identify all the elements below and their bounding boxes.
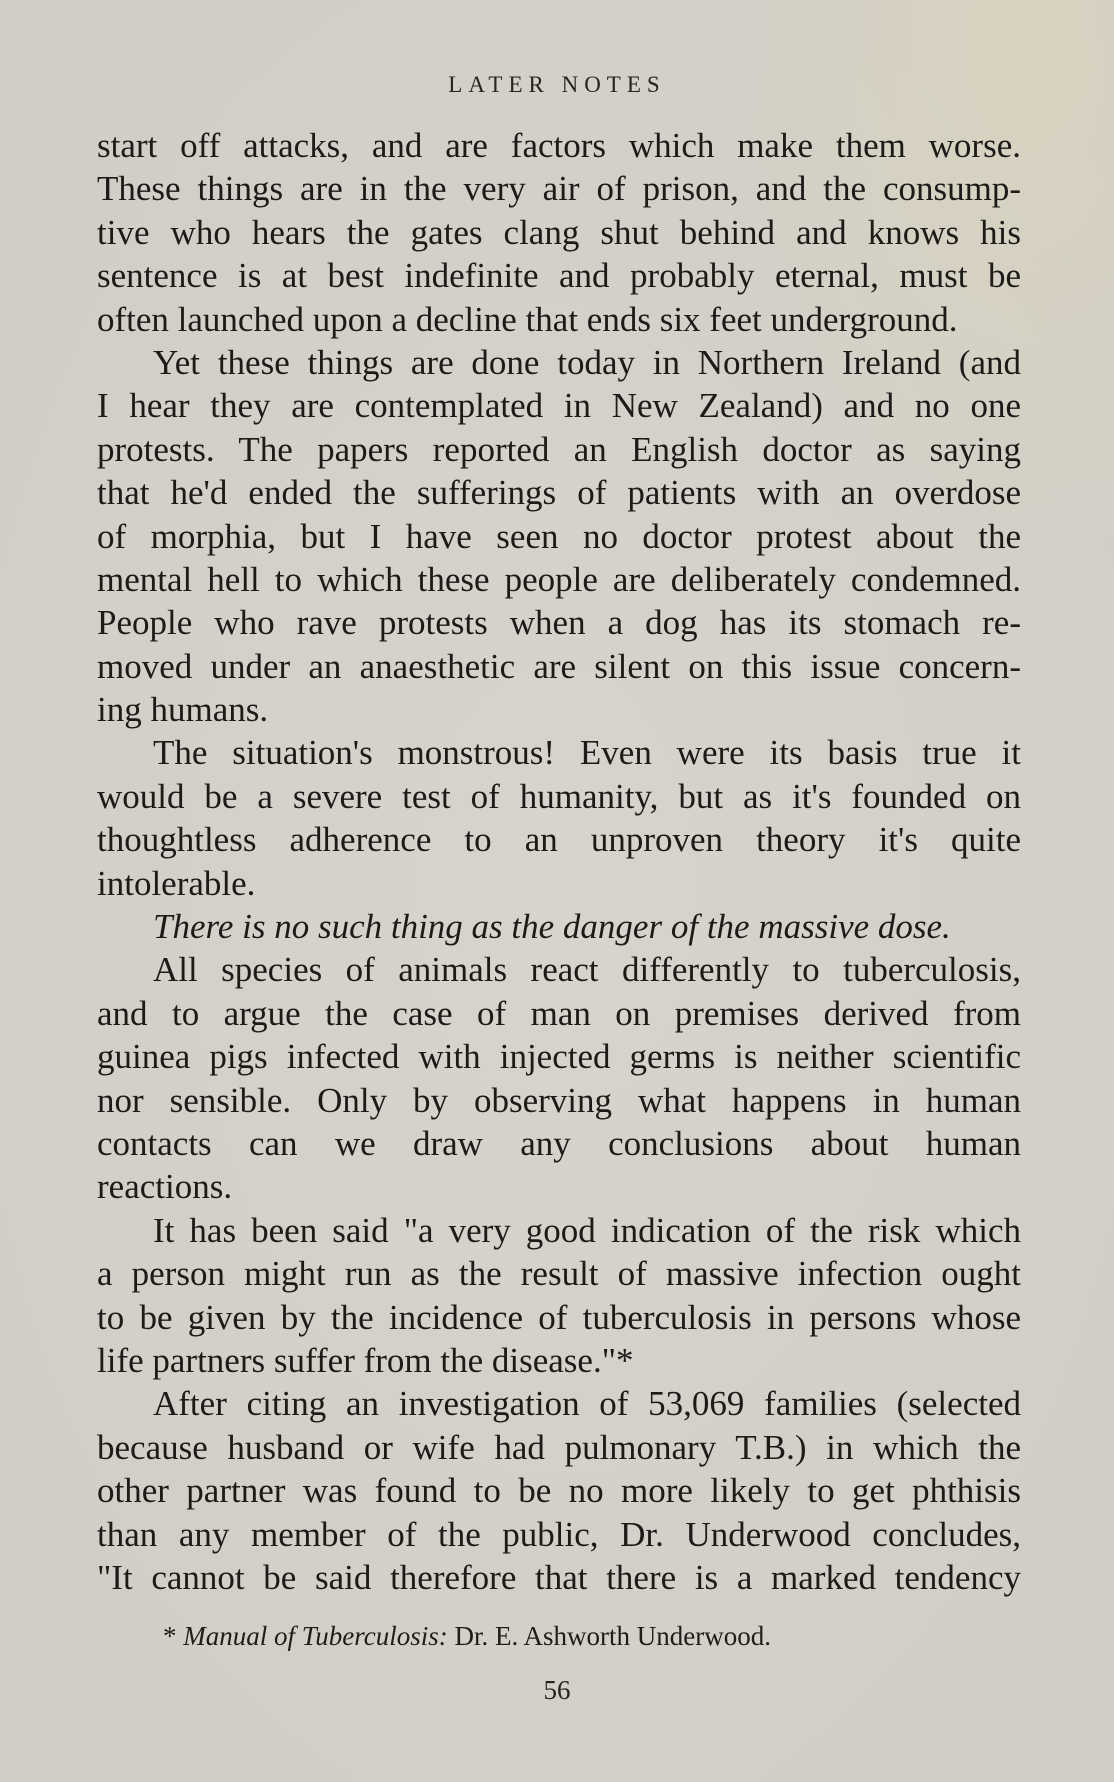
page-number: 56 <box>543 1675 571 1705</box>
footnote <box>163 1621 771 1652</box>
text-line: reactions. <box>97 1167 233 1207</box>
footnote-title: Manual of Tuberculosis: <box>183 1621 448 1651</box>
text-line: contacts can we draw any conclusions about human <box>97 1123 1021 1163</box>
text-line: All species of animals react differently to tuberculosis, <box>153 950 1021 990</box>
text-line: life partners suffer from the disease."* <box>97 1340 634 1380</box>
text-line: of morphia, but I have seen no doctor protest about the <box>97 516 1021 556</box>
text-line: The situation's monstrous! Even were its basis true it <box>153 733 1021 773</box>
text-line: People who rave protests when a dog has its stomach re- <box>97 603 1021 643</box>
text-line: nor sensible. Only by observing what happens in human <box>97 1080 1021 1120</box>
text-line: start off attacks, and are factors which make them worse. <box>97 126 1021 165</box>
text-line: than any member of the public, Dr. Underwood concludes, <box>97 1514 1021 1554</box>
text-line: Yet these things are done today in Northern Ireland (and <box>153 342 1021 382</box>
text-line: I hear they are contemplated in New Zealand) and no one <box>97 386 1021 426</box>
text-line: would be a severe test of humanity, but as it's founded on <box>97 776 1021 816</box>
body-text <box>97 124 1021 1599</box>
text-line: to be given by the incidence of tuberculosis in persons whose <box>97 1297 1021 1337</box>
text-line: After citing an investigation of 53,069 families (selected <box>153 1384 1021 1424</box>
text-line: "It cannot be said therefore that there is a marked tendency <box>97 1557 1021 1597</box>
text-line: sentence is at best indefinite and probably eternal, must be <box>97 256 1021 296</box>
text-line: often launched upon a decline that ends six feet underground. <box>97 299 958 339</box>
footnote-marker: * <box>163 1621 177 1651</box>
text-line: It has been said "a very good indication of the risk which <box>153 1210 1021 1250</box>
text-line: that he'd ended the sufferings of patients with an overdose <box>97 473 1021 513</box>
text-line: intolerable. <box>97 863 256 903</box>
text-line: because husband or wife had pulmonary T.B.) in which the <box>97 1427 1021 1467</box>
footnote-author: Dr. E. Ashworth Underwood. <box>454 1621 771 1651</box>
text-line: guinea pigs infected with injected germs is neither scientific <box>97 1037 1021 1077</box>
text-line: and to argue the case of man on premises derived from <box>97 993 1021 1033</box>
text-line: tive who hears the gates clang shut behind and knows his <box>97 212 1021 252</box>
text-line: These things are in the very air of prison, and the consump- <box>97 169 1021 209</box>
text-line: moved under an anaesthetic are silent on this issue concern- <box>97 646 1021 686</box>
text-line: thoughtless adherence to an unproven theory it's quite <box>97 820 1021 860</box>
text-line: other partner was found to be no more likely to get phthisis <box>97 1471 1021 1511</box>
italic-statement: There is no such thing as the danger of the massive dose. <box>153 907 951 947</box>
text-line: mental hell to which these people are deliberately condemned. <box>97 559 1021 599</box>
text-line: ing humans. <box>97 690 269 730</box>
text-line: a person might run as the result of massive infection ought <box>97 1254 1021 1294</box>
text-line: protests. The papers reported an English doctor as saying <box>97 429 1021 469</box>
running-head: LATER NOTES <box>448 72 666 97</box>
